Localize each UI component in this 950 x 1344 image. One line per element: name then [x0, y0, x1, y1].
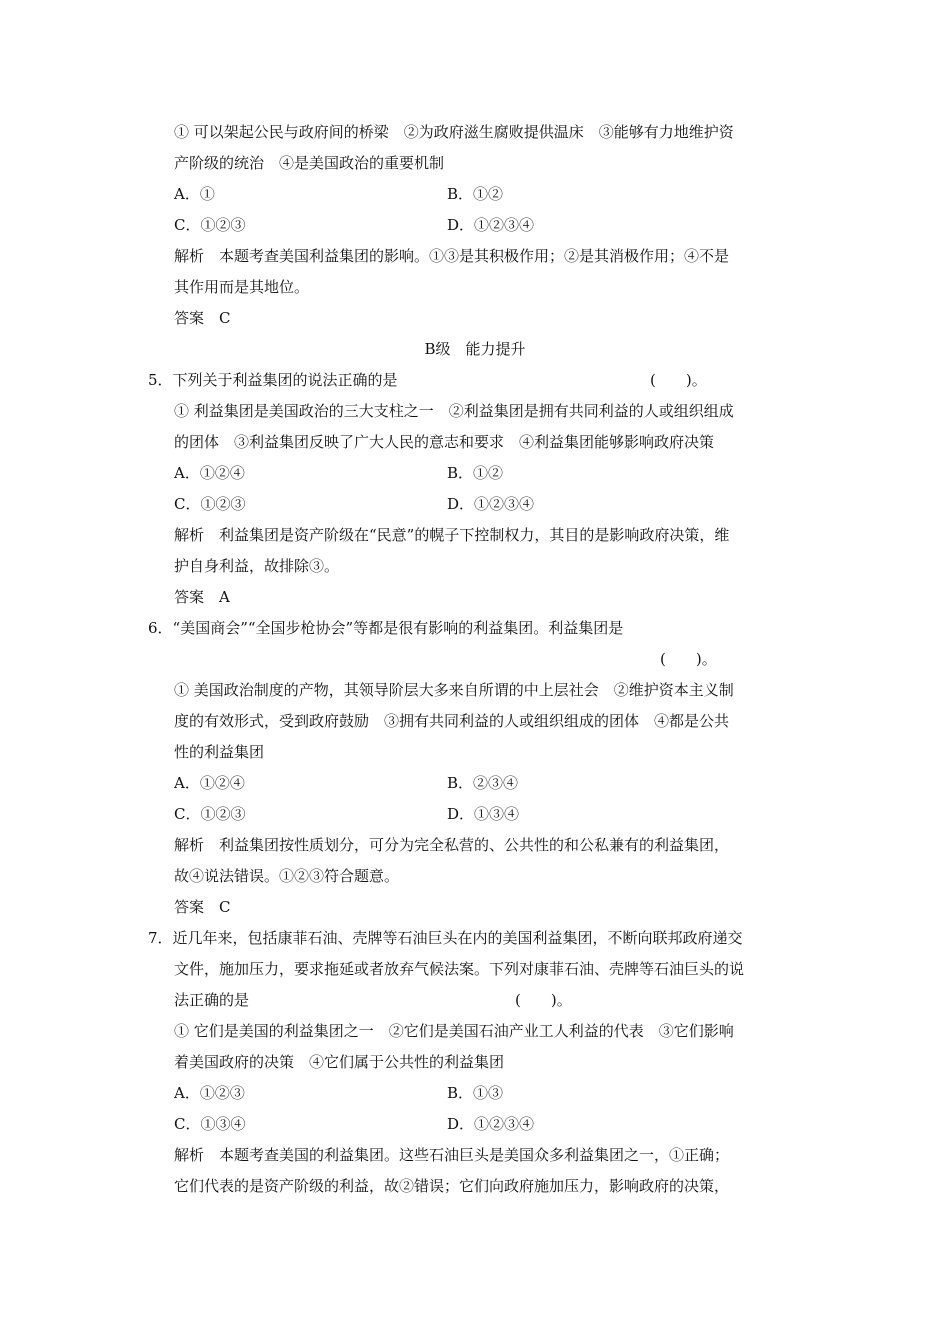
q7-answer-blank: ( )。: [515, 991, 572, 1009]
q4-statements-line-2: 产阶级的统治 ④是美国政治的重要机制: [174, 154, 445, 172]
q6-option-a: A．①②④: [174, 774, 245, 792]
q6-stem: 6．“美国商会”“全国步枪协会”等都是很有影响的利益集团。利益集团是: [148, 619, 624, 637]
q7-analysis-line-2: 它们代表的是资产阶级的利益，故②错误；它们向政府施加压力，影响政府的决策，: [174, 1177, 730, 1195]
q6-option-b: B．②③④: [447, 774, 519, 792]
q5-option-b: B．①②: [447, 464, 504, 482]
q6-analysis-line-2: 故④说法错误。①②③符合题意。: [174, 867, 400, 885]
section-heading: B级 能力提升: [424, 340, 526, 358]
q5-answer-blank: ( )。: [650, 371, 707, 389]
q6-statements-line-2: 度的有效形式，受到政府鼓励 ③拥有共同利益的人或组织组成的团体 ④都是公共: [174, 712, 730, 730]
q6-analysis-line-1: 解析 利益集团按性质划分，可分为完全私营的、公共性的和公私兼有的利益集团，: [174, 836, 730, 854]
q6-option-c: C．①②③: [174, 805, 246, 823]
q4-statements-line-1: ① 可以架起公民与政府间的桥梁 ②为政府滋生腐败提供温床 ③能够有力地维护资: [174, 123, 734, 141]
q5-option-c: C．①②③: [174, 495, 246, 513]
q6-answer-blank: ( )。: [660, 650, 717, 668]
q6-answer: 答案 C: [174, 898, 231, 916]
q7-option-b: B．①③: [447, 1084, 504, 1102]
q5-option-a: A．①②④: [174, 464, 245, 482]
q7-stem-line-1: 7．近几年来，包括康菲石油、壳牌等石油巨头在内的美国利益集团，不断向联邦政府递交: [148, 929, 743, 947]
q4-option-a: A．①: [174, 185, 215, 203]
q7-statements-line-2: 着美国政府的决策 ④它们属于公共性的利益集团: [174, 1053, 505, 1071]
q4-analysis-line-2: 其作用而是其地位。: [174, 278, 310, 296]
q7-stem-line-2: 文件，施加压力，要求拖延或者放弃气候法案。下列对康菲石油、壳牌等石油巨头的说: [174, 960, 745, 978]
q7-stem-line-3: 法正确的是: [174, 991, 250, 1009]
q4-option-c: C．①②③: [174, 216, 246, 234]
q7-option-d: D．①②③④: [447, 1115, 535, 1133]
q7-analysis-line-1: 解析 本题考查美国的利益集团。这些石油巨头是美国众多利益集团之一，①正确；: [174, 1146, 730, 1164]
q5-answer: 答案 A: [174, 588, 230, 606]
q7-option-a: A．①②③: [174, 1084, 245, 1102]
q4-option-b: B．①②: [447, 185, 504, 203]
q6-statements-line-3: 性的利益集团: [174, 743, 265, 761]
q6-statements-line-1: ① 美国政治制度的产物，其领导阶层大多来自所谓的中上层社会 ②维护资本主义制: [174, 681, 734, 699]
q5-option-d: D．①②③④: [447, 495, 535, 513]
q4-analysis-line-1: 解析 本题考查美国利益集团的影响。①③是其积极作用；②是其消极作用；④不是: [174, 247, 730, 265]
q5-statements-line-2: 的团体 ③利益集团反映了广大人民的意志和要求 ④利益集团能够影响政府决策: [174, 433, 715, 451]
q5-analysis-line-1: 解析 利益集团是资产阶级在“民意”的幌子下控制权力，其目的是影响政府决策，维: [174, 526, 730, 544]
q4-option-d: D．①②③④: [447, 216, 535, 234]
q5-stem: 5．下列关于利益集团的说法正确的是: [148, 371, 398, 389]
q7-statements-line-1: ① 它们是美国的利益集团之一 ②它们是美国石油产业工人利益的代表 ③它们影响: [174, 1022, 734, 1040]
q6-option-d: D．①③④: [447, 805, 520, 823]
q5-analysis-line-2: 护自身利益，故排除③。: [174, 557, 340, 575]
q7-option-c: C．①③④: [174, 1115, 246, 1133]
q5-statements-line-1: ① 利益集团是美国政治的三大支柱之一 ②利益集团是拥有共同利益的人或组织组成: [174, 402, 734, 420]
q4-answer: 答案 C: [174, 309, 231, 327]
